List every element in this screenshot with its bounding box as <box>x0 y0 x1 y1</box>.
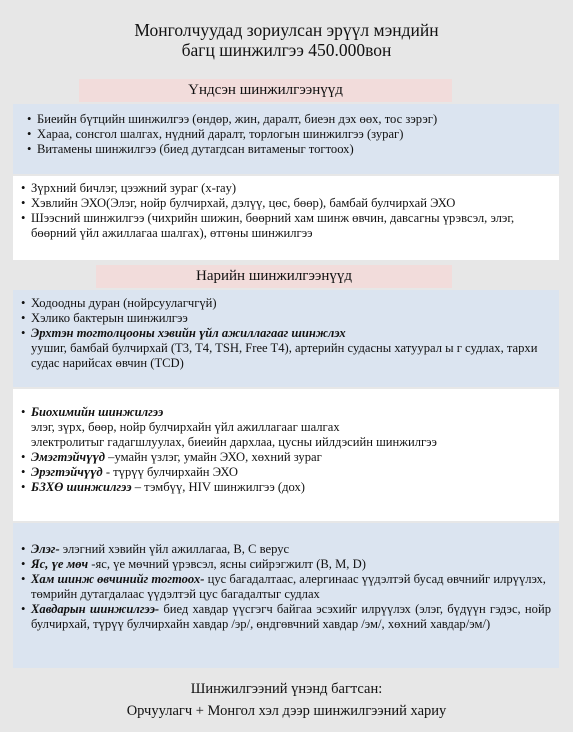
item-title: Элэг- <box>31 542 60 556</box>
page-title <box>0 20 573 60</box>
list-item: • Витамены шинжилгээ (биед дутагдсан витаменыг тогтоох) <box>25 142 559 157</box>
title-line-1: Монголчуудад зориулсан эрүүл мэндийн <box>134 20 439 40</box>
item-description: –умайн үзлэг, умайн ЭХО, хөхний зураг <box>105 450 322 464</box>
basic-tests-box <box>13 104 559 174</box>
item-description: биед хавдар үүсгэгч байгаа эсэхийг илрүүлэх (элэг, бүдүүн гэдэс, нойр булчирхай, түрүү булчирхайн хавдар /эр/, өндгөвчний хавдар /эм/, хөхний хавдар/эм/) <box>31 602 551 631</box>
item-title: Эмэгтэйчүүд <box>31 450 106 464</box>
list-item <box>19 542 551 557</box>
footer-line-1: Шинжилгээний үнэнд багтсан: <box>190 681 383 697</box>
item-description: электролитыг гадагшлуулах, биеийн дархлаа, цусны ийлдэсийн шинжилгээ <box>31 435 437 449</box>
title-line-2: багц шинжилгээ 450.000вон <box>181 40 392 60</box>
item-title: Хам шинж өвчинийг тогтоох- <box>31 572 205 586</box>
list-item: • Шээсний шинжилгээ (чихрийн шижин, бөөрний хам шинж өвчин, давсагны үрэвсэл, элэг, бөөрний үйл ажиллагаа шалгах), өтгөны шинжилгээ <box>19 211 551 241</box>
list-item: • Хараа, сонсгол шалгах, нүдний даралт, торлогын шинжилгээ (зураг) <box>25 127 559 142</box>
list-item: • Биеийн бүтцийн шинжилгээ (өндөр, жин, даралт, биеэн дэх өөх, тос зэрэг) <box>25 112 559 127</box>
section-header-basic: Үндсэн шинжилгээнүүд <box>79 79 452 102</box>
item-description: цус багадалтаас, алергинаас үүдэлтэй бусад өвчнийг илрүүлэх, төмрийн дутагдалаас үүдэлтэй цус багадалтыг судлах <box>31 572 546 601</box>
basic-tests-box-2 <box>13 176 559 260</box>
detailed-tests-box-2 <box>13 389 559 521</box>
section-header-detailed: Нарийн шинжилгээнүүд <box>96 265 452 288</box>
list-item <box>19 557 551 572</box>
list-item <box>19 450 551 465</box>
list-item <box>19 572 551 602</box>
item-title: Яс, үе мөч <box>31 557 89 571</box>
item-title: БЗХӨ шинжилгээ <box>31 480 132 494</box>
detailed-tests-box-1 <box>13 290 559 387</box>
item-description: уушиг, бамбай булчирхай (T3, T4, TSH, Free T4), артерийн судасны хатуурал ы г судлах, тархи судас нарийсах өвчин (TCD) <box>31 341 538 370</box>
item-title: Эрэгтэйчүүд <box>31 465 103 479</box>
list-item <box>19 465 551 480</box>
item-description: -яс, үе мөчний үрэвсэл, ясны сийрэгжилт (B, M, D) <box>88 557 366 571</box>
list-item <box>19 480 551 495</box>
item-title: Биохимийн шинжилгээ <box>31 405 164 419</box>
list-item <box>19 602 551 632</box>
detailed-tests-box-3 <box>13 523 559 668</box>
list-item: • Хэлико бактерын шинжилгээ <box>19 311 551 326</box>
list-item: • Ходоодны дуран (нойрсуулагчгүй) <box>19 296 551 311</box>
list-item <box>19 326 551 341</box>
item-description: элэг, зүрх, бөөр, нойр булчирхайн үйл ажиллагааг шалгах <box>31 420 340 434</box>
item-description: – тэмбүү, HIV шинжилгээ (дох) <box>131 480 305 494</box>
list-item <box>19 405 551 420</box>
list-item: • Зүрхний бичлэг, цээжний зураг (x-ray) <box>19 181 551 196</box>
item-title: Эрхтэн тогтолцооны хэвийн үйл ажиллагааг шинжлэх <box>31 326 346 340</box>
footer-line-2: Орчуулагч + Монгол хэл дээр шинжилгээний хариу <box>126 703 447 719</box>
item-title: Хавдарын шинжилгээ- <box>31 602 160 616</box>
list-item: • Хэвлийн ЭХО(Элэг, нойр булчирхай, дэлүү, цөс, бөөр), бамбай булчирхай ЭХО <box>19 196 551 211</box>
footer <box>0 678 573 722</box>
item-description: элэгний хэвийн үйл ажиллагаа, B, C верус <box>59 542 290 556</box>
item-description: - түрүү булчирхайн ЭХО <box>102 465 238 479</box>
